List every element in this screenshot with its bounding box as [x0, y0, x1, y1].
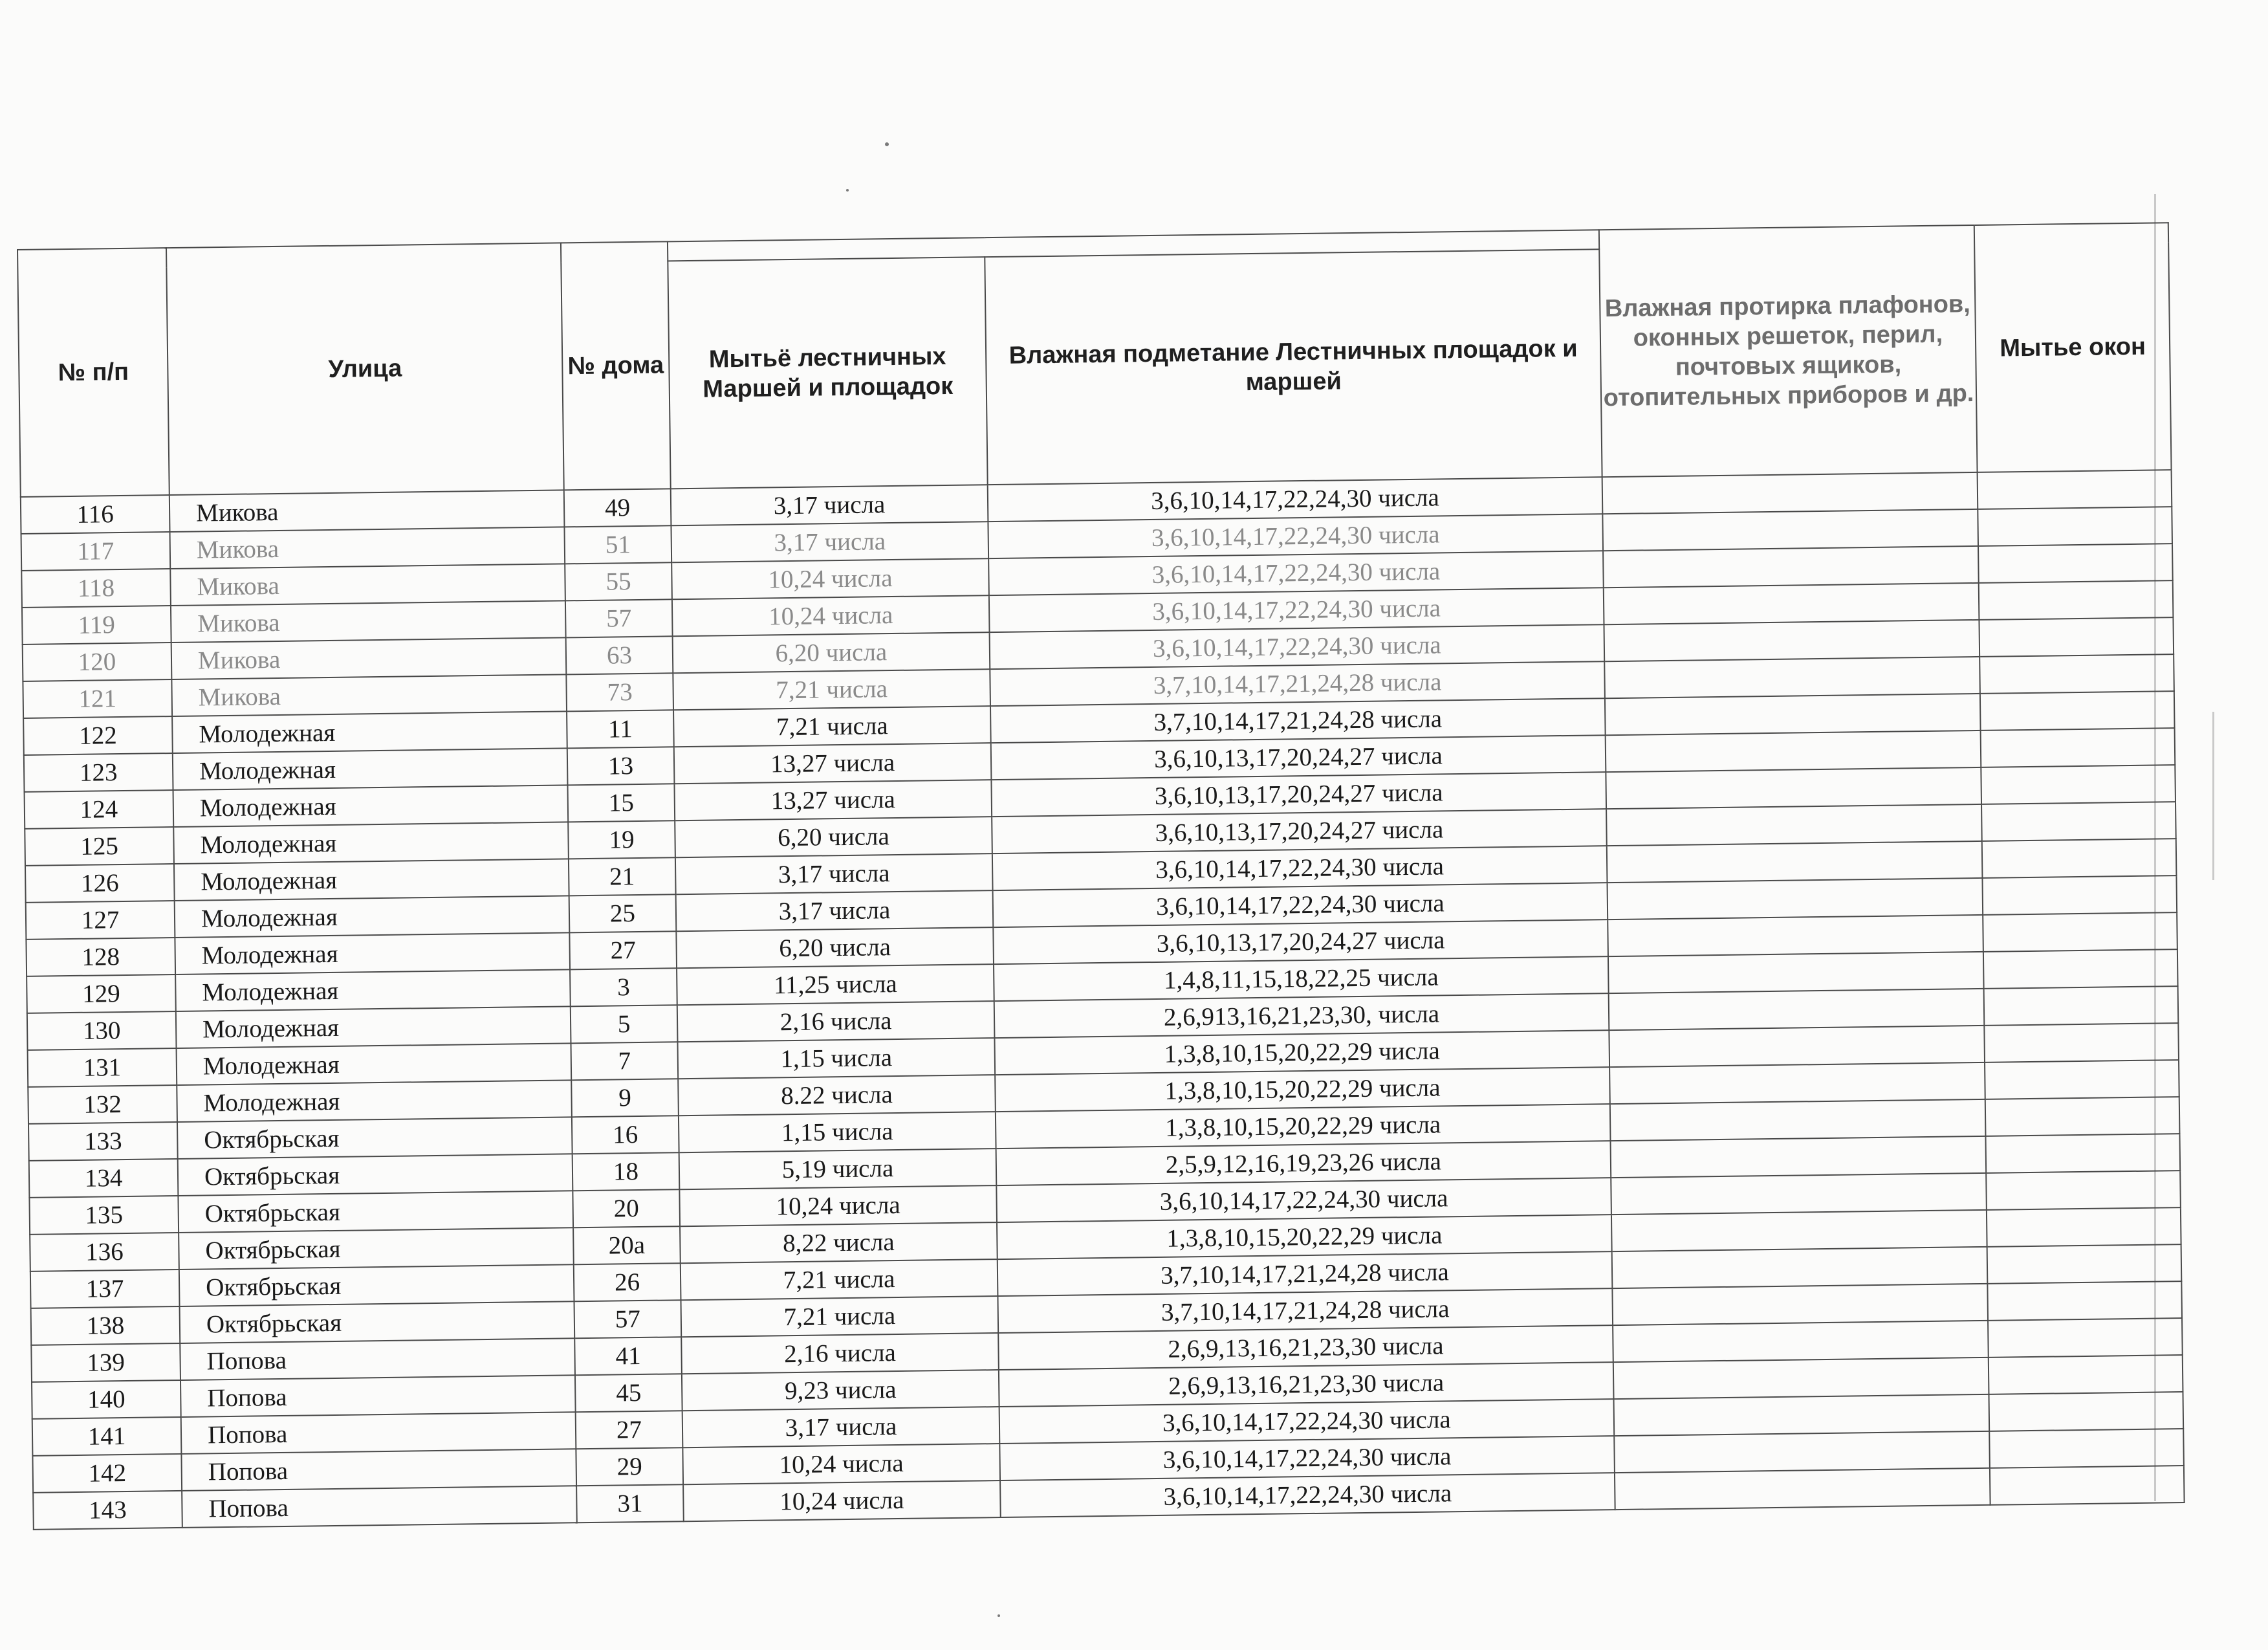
house-number-cell: 57 [574, 1300, 682, 1338]
window-washing-cell [1980, 691, 2175, 731]
row-number-cell: 139 [31, 1343, 180, 1382]
house-number-cell: 57 [565, 599, 673, 637]
street-cell: Микова [170, 527, 565, 569]
window-washing-cell [1982, 875, 2177, 915]
window-washing-cell [1989, 1392, 2183, 1431]
row-number-cell: 125 [25, 827, 174, 866]
window-washing-cell [1987, 1244, 2182, 1284]
window-washing-cell [1985, 1060, 2179, 1099]
street-cell: Октябрьская [179, 1264, 574, 1306]
window-washing-cell [1979, 617, 2174, 657]
mopping-dates-cell: 10,24 числа [679, 1185, 997, 1226]
mopping-dates-cell: 2,16 числа [681, 1333, 999, 1374]
wiping-cell [1615, 1468, 1990, 1510]
mopping-dates-cell: 10,24 числа [682, 1444, 1000, 1484]
window-washing-cell [1979, 654, 2174, 694]
street-cell: Октябрьская [178, 1191, 573, 1233]
sweeping-dates-cell: 3,7,10,14,17,21,24,28 числа [998, 1288, 1613, 1333]
row-number-cell: 132 [28, 1085, 177, 1124]
row-number-cell: 141 [32, 1417, 182, 1456]
street-cell: Молодежная [175, 969, 571, 1011]
mopping-dates-cell: 3,17 числа [675, 853, 993, 894]
row-number-cell: 117 [21, 532, 171, 571]
house-number-cell: 13 [567, 747, 675, 785]
street-cell: Молодежная [177, 1080, 572, 1122]
row-number-cell: 124 [25, 790, 174, 829]
window-washing-cell [1978, 507, 2172, 546]
street-cell: Октябрьская [179, 1227, 574, 1270]
street-cell: Молодежная [177, 1043, 572, 1085]
window-washing-cell [1983, 949, 2178, 989]
mopping-dates-cell: 1,15 числа [679, 1112, 996, 1152]
street-cell: Попова [181, 1412, 576, 1454]
wiping-cell [1611, 1173, 1987, 1215]
mopping-dates-cell: 13,27 числа [674, 780, 992, 820]
mopping-dates-cell: 1,15 числа [677, 1038, 995, 1079]
sweeping-dates-cell: 3,7,10,14,17,21,24,28 числа [998, 1251, 1613, 1296]
sweeping-dates-cell: 1,3,8,10,15,20,22,29 числа [996, 1104, 1611, 1149]
row-number-cell: 128 [26, 938, 175, 976]
wiping-cell [1604, 620, 1979, 661]
row-number-cell: 123 [24, 753, 173, 792]
wiping-cell [1605, 694, 1981, 735]
row-number-cell: 130 [27, 1011, 177, 1050]
row-number-cell: 134 [29, 1159, 179, 1198]
street-cell: Молодежная [175, 896, 570, 938]
street-cell: Микова [171, 637, 567, 679]
house-number-cell: 49 [564, 489, 671, 527]
window-washing-cell [1989, 1429, 2184, 1468]
mopping-dates-cell: 6,20 числа [676, 927, 994, 968]
mopping-dates-cell: 3,17 числа [671, 485, 988, 525]
street-cell: Попова [181, 1449, 576, 1491]
wiping-cell [1611, 1210, 1987, 1251]
street-cell: Микова [169, 490, 565, 532]
wiping-cell [1606, 731, 1981, 772]
house-number-cell: 41 [574, 1337, 682, 1375]
window-washing-cell [1987, 1207, 2181, 1247]
house-number-cell: 9 [571, 1079, 679, 1117]
street-cell: Молодежная [174, 859, 569, 901]
row-number-cell: 120 [23, 643, 172, 681]
house-number-cell: 26 [574, 1263, 681, 1301]
mopping-dates-cell: 6,20 числа [673, 632, 990, 673]
house-number-cell: 20 [572, 1189, 680, 1227]
wiping-cell [1613, 1358, 1989, 1399]
row-number-cell: 126 [25, 864, 175, 903]
header-sweep: Влажная подметание Лестничных площадок и маршей [985, 249, 1602, 485]
wiping-cell [1614, 1431, 1990, 1473]
wiping-cell [1603, 546, 1979, 588]
wiping-cell [1610, 1099, 1986, 1141]
street-cell: Молодежная [173, 822, 569, 864]
house-number-cell: 51 [564, 525, 671, 564]
street-cell: Попова [180, 1375, 576, 1417]
row-number-cell: 122 [23, 716, 173, 755]
row-number-cell: 119 [22, 606, 171, 644]
wiping-cell [1611, 1136, 1987, 1178]
street-cell: Октябрьская [178, 1154, 573, 1196]
sweeping-dates-cell: 3,6,10,14,17,22,24,30 числа [1000, 1473, 1615, 1517]
mopping-dates-cell: 8.22 числа [678, 1075, 996, 1116]
window-washing-cell [1983, 912, 2177, 952]
mopping-dates-cell: 6,20 числа [675, 817, 992, 857]
scan-edge-line [2212, 712, 2214, 880]
header-mop: Мытьё лестничных Маршей и площадок [668, 257, 987, 489]
street-cell: Молодежная [173, 785, 569, 827]
row-number-cell: 138 [31, 1306, 180, 1345]
wiping-cell [1609, 1062, 1985, 1104]
sweeping-dates-cell: 3,6,10,14,17,22,24,30 числа [989, 588, 1604, 632]
window-washing-cell [1989, 1355, 2183, 1394]
row-number-cell: 121 [23, 679, 172, 718]
row-number-cell: 116 [21, 495, 170, 534]
window-washing-cell [1988, 1318, 2183, 1358]
house-number-cell: 3 [570, 968, 677, 1006]
wiping-cell [1602, 472, 1978, 514]
wiping-cell [1614, 1394, 1990, 1436]
house-number-cell: 25 [569, 894, 677, 932]
mopping-dates-cell: 7,21 числа [681, 1259, 998, 1300]
mopping-dates-cell: 5,19 числа [679, 1149, 997, 1189]
street-cell: Молодежная [176, 1006, 571, 1048]
sweeping-dates-cell: 2,6,913,16,21,23,30, числа [994, 993, 1609, 1038]
street-cell: Октябрьская [180, 1301, 575, 1343]
street-cell: Микова [170, 564, 565, 606]
house-number-cell: 55 [565, 562, 672, 600]
house-number-cell: 15 [567, 784, 675, 822]
wiping-cell [1602, 509, 1978, 551]
wiping-cell [1612, 1284, 1988, 1325]
window-washing-cell [1981, 728, 2175, 767]
house-number-cell: 7 [571, 1042, 678, 1080]
window-washing-cell [1981, 765, 2175, 804]
row-number-cell: 129 [27, 974, 176, 1013]
sweeping-dates-cell: 1,4,8,11,15,18,22,25 числа [994, 956, 1609, 1001]
house-number-cell: 19 [568, 820, 675, 859]
mopping-dates-cell: 7,21 числа [673, 669, 990, 710]
wiping-cell [1609, 1026, 1985, 1067]
sweeping-dates-cell: 3,6,10,13,17,20,24,27 числа [993, 919, 1608, 964]
row-number-cell: 136 [30, 1233, 179, 1271]
sweeping-dates-cell: 3,6,10,13,17,20,24,27 числа [992, 809, 1607, 853]
house-number-cell: 18 [572, 1152, 680, 1191]
sweeping-dates-cell: 3,6,10,14,17,22,24,30 числа [999, 1436, 1615, 1480]
house-number-cell: 63 [566, 636, 673, 674]
house-number-cell: 5 [571, 1005, 678, 1043]
house-number-cell: 73 [566, 673, 673, 711]
scan-speck [998, 1614, 1000, 1617]
window-washing-cell [1987, 1281, 2182, 1321]
street-cell: Молодежная [173, 748, 568, 790]
mopping-dates-cell: 7,21 числа [673, 706, 991, 747]
mopping-dates-cell: 11,25 числа [677, 964, 994, 1005]
sweeping-dates-cell: 3,6,10,14,17,22,24,30 числа [988, 514, 1603, 558]
sweeping-dates-cell: 3,6,10,14,17,22,24,30 числа [990, 624, 1605, 669]
header-house: № дома [561, 241, 671, 490]
window-washing-cell [1986, 1171, 2181, 1210]
house-number-cell: 20а [573, 1226, 681, 1264]
row-number-cell: 135 [29, 1196, 179, 1235]
header-street: Улица [166, 243, 564, 495]
sweeping-dates-cell: 3,6,10,13,17,20,24,27 числа [991, 772, 1606, 817]
window-washing-cell [1990, 1466, 2185, 1505]
scan-speck [885, 142, 889, 146]
mopping-dates-cell: 10,24 числа [672, 595, 990, 636]
mopping-dates-cell: 3,17 числа [676, 890, 994, 931]
row-number-cell: 140 [32, 1380, 181, 1419]
wiping-cell [1609, 989, 1985, 1030]
mopping-dates-cell: 3,17 числа [671, 522, 988, 562]
header-num: № п/п [17, 248, 169, 497]
header-windows: Мытье окон [1974, 223, 2172, 472]
scan-speck [846, 189, 849, 192]
sweeping-dates-cell: 3,7,10,14,17,21,24,28 числа [990, 661, 1605, 706]
wiping-cell [1612, 1247, 1988, 1288]
window-washing-cell [1981, 802, 2176, 841]
sweeping-dates-cell: 3,6,10,14,17,22,24,30 числа [992, 846, 1608, 890]
wiping-cell [1606, 804, 1982, 846]
house-number-cell: 27 [576, 1411, 683, 1449]
sweeping-dates-cell: 3,6,10,14,17,22,24,30 числа [996, 1178, 1611, 1222]
row-number-cell: 142 [32, 1454, 182, 1493]
mopping-dates-cell: 8,22 числа [680, 1222, 998, 1263]
mopping-dates-cell: 13,27 числа [674, 743, 992, 784]
window-washing-cell [1978, 544, 2173, 583]
sweeping-dates-cell: 2,6,9,13,16,21,23,30 числа [999, 1362, 1614, 1407]
house-number-cell: 21 [569, 857, 676, 896]
row-number-cell: 143 [33, 1491, 182, 1530]
wiping-cell [1613, 1321, 1989, 1362]
mopping-dates-cell: 3,17 числа [682, 1407, 1000, 1447]
street-cell: Октябрьская [177, 1117, 572, 1159]
sweeping-dates-cell: 2,5,9,12,16,19,23,26 числа [996, 1141, 1611, 1185]
sweeping-dates-cell: 3,6,10,14,17,22,24,30 числа [999, 1399, 1615, 1444]
house-number-cell: 16 [572, 1116, 679, 1154]
row-number-cell: 137 [30, 1270, 180, 1308]
sweeping-dates-cell: 3,6,10,14,17,22,24,30 числа [988, 477, 1603, 522]
street-cell: Микова [171, 674, 567, 716]
wiping-cell [1607, 878, 1983, 919]
street-cell: Попова [180, 1338, 575, 1380]
wiping-cell [1608, 915, 1983, 956]
window-washing-cell [1984, 1023, 2179, 1062]
wiping-cell [1604, 657, 1980, 698]
sweeping-dates-cell: 3,6,10,13,17,20,24,27 числа [991, 735, 1606, 780]
sweeping-dates-cell: 3,6,10,14,17,22,24,30 числа [993, 883, 1608, 927]
sweeping-dates-cell: 2,6,9,13,16,21,23,30 числа [998, 1325, 1613, 1370]
row-number-cell: 118 [21, 569, 171, 608]
window-washing-cell [1984, 986, 2179, 1026]
sweeping-dates-cell: 1,3,8,10,15,20,22,29 числа [997, 1215, 1612, 1259]
row-number-cell: 133 [28, 1122, 178, 1161]
street-cell: Микова [171, 600, 566, 643]
sweeping-dates-cell: 1,3,8,10,15,20,22,29 числа [995, 1067, 1610, 1112]
wiping-cell [1604, 583, 1979, 624]
sweeping-dates-cell: 3,6,10,14,17,22,24,30 числа [988, 551, 1604, 595]
wiping-cell [1607, 841, 1983, 883]
cleaning-schedule-table [17, 222, 2185, 1530]
sweeping-dates-cell: 3,7,10,14,17,21,24,28 числа [990, 698, 1606, 743]
window-washing-cell [1978, 470, 2172, 509]
sweeping-dates-cell: 1,3,8,10,15,20,22,29 числа [994, 1030, 1609, 1075]
mopping-dates-cell: 7,21 числа [681, 1296, 998, 1337]
street-cell: Молодежная [175, 932, 570, 974]
street-cell: Молодежная [172, 711, 567, 753]
window-washing-cell [1985, 1097, 2180, 1136]
row-number-cell: 127 [26, 901, 175, 940]
mopping-dates-cell: 10,24 числа [671, 558, 989, 599]
street-cell: Попова [182, 1486, 577, 1528]
mopping-dates-cell: 10,24 числа [683, 1480, 1001, 1521]
house-number-cell: 31 [576, 1484, 684, 1523]
header-wipe: Влажная протирка плафонов, оконных решеток, перил, почтовых ящиков, отопительных приборов и др. [1599, 225, 1978, 477]
house-number-cell: 45 [575, 1374, 682, 1412]
row-number-cell: 131 [28, 1048, 177, 1087]
window-washing-cell [1982, 839, 2177, 878]
mopping-dates-cell: 2,16 числа [677, 1001, 995, 1042]
house-number-cell: 11 [567, 710, 674, 748]
wiping-cell [1608, 952, 1984, 993]
house-number-cell: 27 [569, 931, 677, 969]
mopping-dates-cell: 9,23 числа [682, 1370, 999, 1411]
house-number-cell: 29 [576, 1447, 683, 1486]
wiping-cell [1606, 767, 1981, 809]
window-washing-cell [1985, 1134, 2180, 1173]
window-washing-cell [1979, 580, 2174, 620]
